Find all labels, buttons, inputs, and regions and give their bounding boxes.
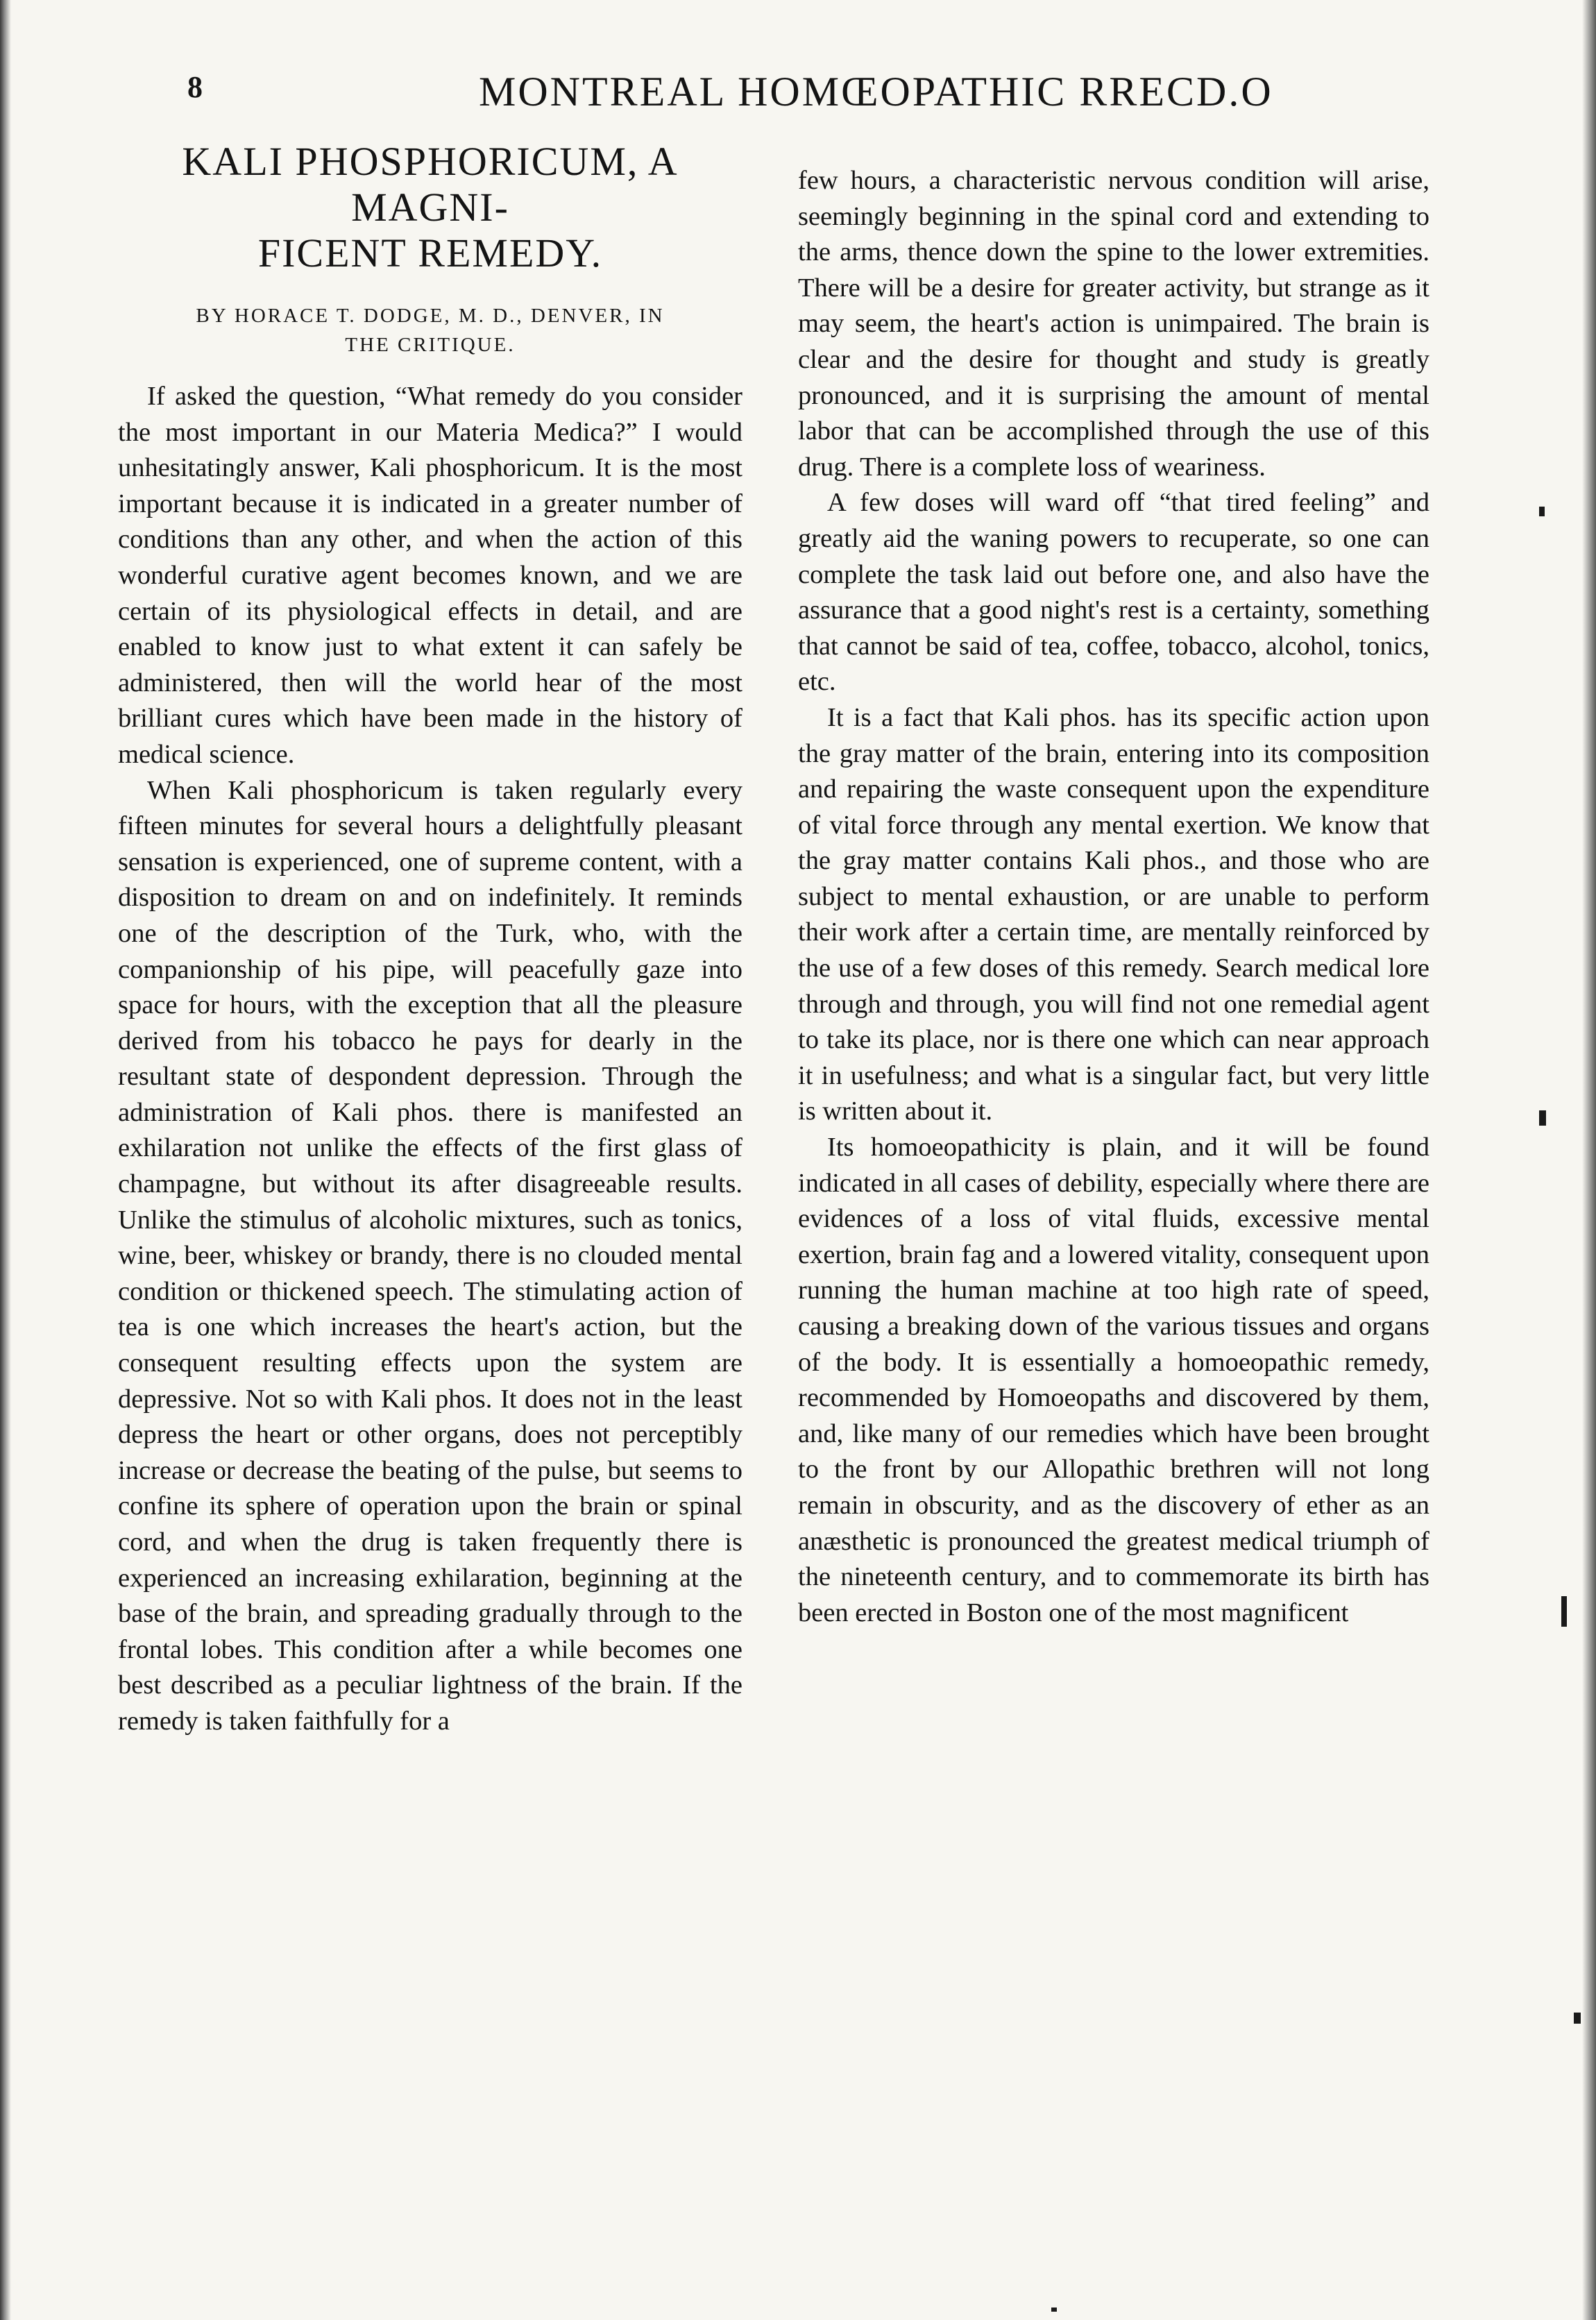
paragraph: few hours, a characteristic nervous condition will arise, seemingly beginning in the spinal cord and extending to the arms, thence down the spine to the lower extremities. There will be a desire for greater activity, but strange as it may seem, the heart's action is unimpaired. The brain is clear and the desire for thought and study is greatly pronounced, and it is surprising the amount of mental labor that can be accomplished through the use of this drug. There is a complete loss of weariness. <box>798 166 1429 482</box>
paragraph: If asked the question, “What remedy do you consider the most important in our Materia Medica?” I would unhesitatingly answer, Kali phosphoricum. It is the most important because it is indicated in a greater number of conditions than any other, and when the action of this wonderful curative agent becomes known, and we are certain of its physiological effects in detail, and are enabled to know just to what extent it can safely be administered, then will the world hear of the most brilliant cures which have been made in the history of medical science. <box>118 382 742 769</box>
scan-edge-left <box>0 0 11 2320</box>
margin-mark <box>1561 1596 1567 1627</box>
margin-mark <box>1051 2308 1057 2312</box>
byline-line-1: BY HORACE T. DODGE, M. D., DENVER, IN <box>196 305 665 327</box>
page-header <box>187 62 1506 125</box>
left-column <box>118 139 742 1740</box>
byline-line-2: THE CRITIQUE. <box>345 334 516 356</box>
paragraph: It is a fact that Kali phos. has its specific action upon the gray matter of the brain, entering into its composition and repairing the waste consequent upon the expenditure of vital force through any mental exertion. We know that the gray matter contains Kali phos., and those who are subject to mental exhaustion, or are unable to perform their work after a certain time, are mentally reinforced by the use of a few doses of this remedy. Search medical lore through and through, you will find not one remedial agent to take its place, nor is there one which can near approach it in usefulness; and what is a singular fact, but very little is written about it. <box>798 702 1429 1126</box>
page-number: 8 <box>187 70 203 104</box>
paragraph: Its homoeopathicity is plain, and it will be found indicated in all cases of debility, especially where there are evidences of a loss of vital fluids, excessive mental exertion, brain fag and a lowered vitality, consequent upon running the human machine at too high rate of speed, causing a breaking down of the various tissues and organs of the body. It is essentially a homoeopathic remedy, recommended by Homoeopaths and discovered by them, and, like many of our remedies which have been brought to the front by our Allopathic brethren will not long remain in obscurity, and as the discovery of ether as an anæsthetic is pronounced the greatest medical triumph of the nineteenth century, and to commemorate its birth has been erected in Boston one of the most magnificent <box>798 1133 1429 1627</box>
margin-mark <box>1539 507 1545 516</box>
paragraph: A few doses will ward off “that tired feeling” and greatly aid the waning powers to recuperate, so one can complete the task laid out before one, and also have the assurance that a good night's rest is a certainty, something that cannot be said of tea, coffee, tobacco, alcohol, tonics, etc. <box>798 488 1429 697</box>
article-title-line-2: FICENT REMEDY. <box>257 230 603 276</box>
article-title <box>118 139 742 276</box>
journal-title: MONTREAL HOMŒOPATHIC RRECD.O <box>479 69 1273 115</box>
margin-mark <box>1574 2013 1581 2024</box>
margin-mark <box>1539 1110 1546 1126</box>
article-title-line-1: KALI PHOSPHORICUM, A MAGNI- <box>182 139 679 230</box>
scan-edge-right <box>1582 0 1596 2320</box>
paragraph: When Kali phosphoricum is taken regularly every fifteen minutes for several hours a delightfully pleasant sensation is experienced, one of supreme content, with a disposition to dream on and on indefinitely. It reminds one of the description of the Turk, who, with the companionship of his pipe, will peacefully gaze into space for hours, with the exception that all the pleasure derived from his tobacco he pays for dearly in the resultant state of despondent depression. Through the administration of Kali phos. there is manifested an exhilaration not unlike the effects of the first glass of champagne, but without its after disagreeable results. Unlike the stimulus of alcoholic mixtures, such as tonics, wine, beer, whiskey or brandy, there is no clouded mental condition or thickened speech. The stimulating action of tea is one which increases the heart's action, but the consequent resulting effects upon the system are depressive. Not so with Kali phos. It does not in the least depress the heart or other organs, does not perceptibly increase or decrease the beating of the pulse, but seems to confine its sphere of operation upon the brain or spinal cord, and when the drug is taken frequently there is experienced an increasing exhilaration, beginning at the base of the brain, and spreading gradually through to the frontal lobes. This condition after a while becomes one best described as a peculiar lightness of the brain. If the remedy is taken faithfully for a <box>118 775 742 1736</box>
article-byline <box>118 301 742 359</box>
right-column <box>798 163 1429 1631</box>
